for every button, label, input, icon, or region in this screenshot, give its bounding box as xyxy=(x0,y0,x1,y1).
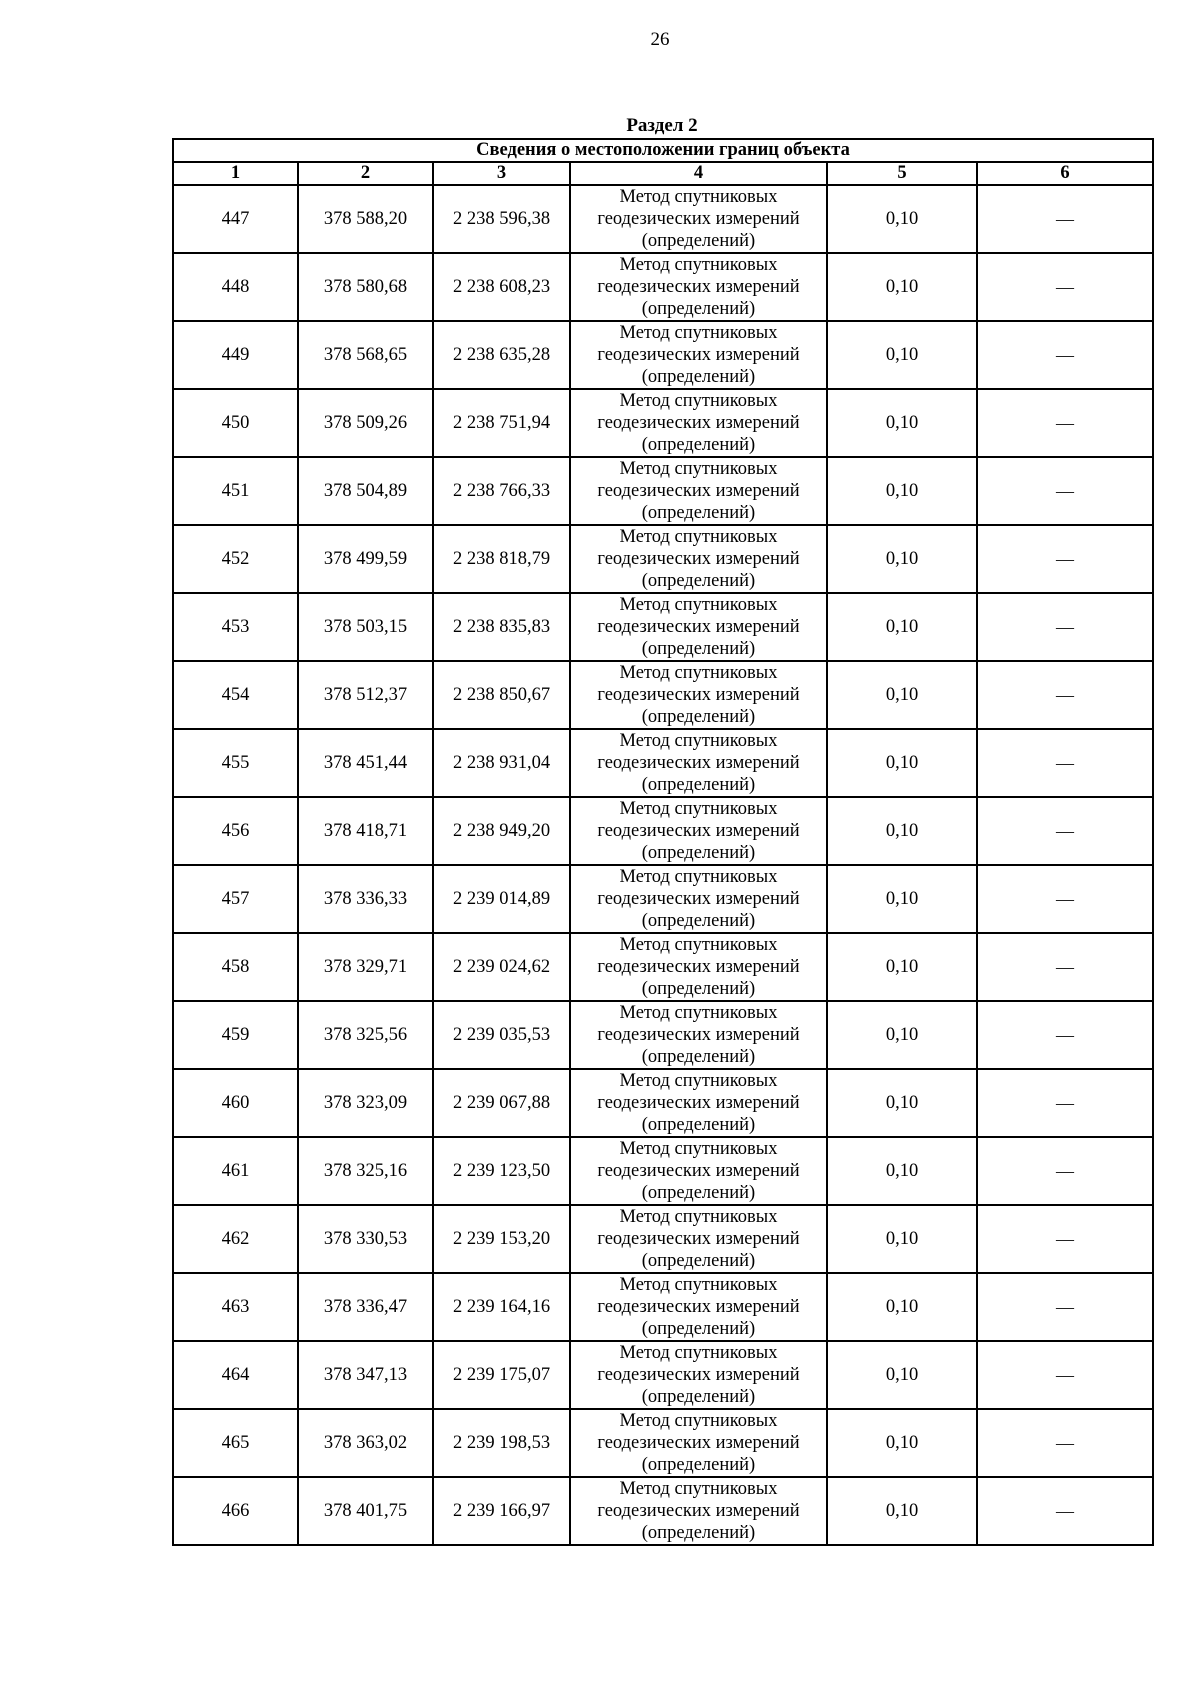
table-row xyxy=(173,185,1153,253)
point-number-cell: 450 xyxy=(173,389,298,457)
accuracy-cell: 0,10 xyxy=(827,661,977,729)
method-line: (определений) xyxy=(641,299,756,319)
point-number-cell: 456 xyxy=(173,797,298,865)
y-coordinate-cell: 2 239 175,07 xyxy=(433,1341,570,1409)
x-coordinate-cell: 378 588,20 xyxy=(298,185,433,253)
method-cell xyxy=(570,593,827,661)
table-row xyxy=(173,525,1153,593)
method-line: (определений) xyxy=(641,231,756,251)
note-cell: — xyxy=(977,321,1153,389)
accuracy-cell: 0,10 xyxy=(827,1001,977,1069)
accuracy-cell: 0,10 xyxy=(827,1273,977,1341)
note-cell: — xyxy=(977,1069,1153,1137)
table-row xyxy=(173,253,1153,321)
note-cell: — xyxy=(977,1477,1153,1545)
method-line: Метод спутниковых xyxy=(619,1411,778,1431)
method-line: (определений) xyxy=(641,775,756,795)
accuracy-cell: 0,10 xyxy=(827,797,977,865)
accuracy-cell: 0,10 xyxy=(827,389,977,457)
method-line: Метод спутниковых xyxy=(619,459,778,479)
column-number-3: 3 xyxy=(433,162,570,185)
method-cell xyxy=(570,1205,827,1273)
table-row xyxy=(173,729,1153,797)
method-cell xyxy=(570,661,827,729)
table-row xyxy=(173,321,1153,389)
x-coordinate-cell: 378 401,75 xyxy=(298,1477,433,1545)
y-coordinate-cell: 2 238 596,38 xyxy=(433,185,570,253)
point-number-cell: 452 xyxy=(173,525,298,593)
method-line: Метод спутниковых xyxy=(619,935,778,955)
method-line: Метод спутниковых xyxy=(619,323,778,343)
accuracy-cell: 0,10 xyxy=(827,1069,977,1137)
note-cell: — xyxy=(977,185,1153,253)
accuracy-cell: 0,10 xyxy=(827,1477,977,1545)
y-coordinate-cell: 2 238 608,23 xyxy=(433,253,570,321)
method-line: Метод спутниковых xyxy=(619,1139,778,1159)
method-cell xyxy=(570,1409,827,1477)
note-cell: — xyxy=(977,525,1153,593)
method-line: геодезических измерений xyxy=(597,1297,800,1317)
method-line: (определений) xyxy=(641,367,756,387)
method-line: (определений) xyxy=(641,707,756,727)
x-coordinate-cell: 378 503,15 xyxy=(298,593,433,661)
method-line: Метод спутниковых xyxy=(619,1003,778,1023)
method-line: геодезических измерений xyxy=(597,549,800,569)
accuracy-cell: 0,10 xyxy=(827,321,977,389)
y-coordinate-cell: 2 239 164,16 xyxy=(433,1273,570,1341)
table-row xyxy=(173,593,1153,661)
method-line: геодезических измерений xyxy=(597,413,800,433)
table-row xyxy=(173,1069,1153,1137)
table-row xyxy=(173,1409,1153,1477)
table-row xyxy=(173,797,1153,865)
y-coordinate-cell: 2 238 850,67 xyxy=(433,661,570,729)
method-line: (определений) xyxy=(641,1319,756,1339)
method-line: (определений) xyxy=(641,911,756,931)
method-line: геодезических измерений xyxy=(597,1093,800,1113)
method-line: Метод спутниковых xyxy=(619,867,778,887)
x-coordinate-cell: 378 363,02 xyxy=(298,1409,433,1477)
y-coordinate-cell: 2 238 635,28 xyxy=(433,321,570,389)
y-coordinate-cell: 2 239 014,89 xyxy=(433,865,570,933)
method-line: Метод спутниковых xyxy=(619,731,778,751)
accuracy-cell: 0,10 xyxy=(827,729,977,797)
method-line: (определений) xyxy=(641,1523,756,1543)
accuracy-cell: 0,10 xyxy=(827,865,977,933)
method-line: геодезических измерений xyxy=(597,1229,800,1249)
x-coordinate-cell: 378 329,71 xyxy=(298,933,433,1001)
y-coordinate-cell: 2 239 153,20 xyxy=(433,1205,570,1273)
note-cell: — xyxy=(977,457,1153,525)
table-row xyxy=(173,1477,1153,1545)
column-number-2: 2 xyxy=(298,162,433,185)
x-coordinate-cell: 378 330,53 xyxy=(298,1205,433,1273)
method-line: геодезических измерений xyxy=(597,1161,800,1181)
method-line: Метод спутниковых xyxy=(619,1479,778,1499)
method-line: геодезических измерений xyxy=(597,345,800,365)
method-line: геодезических измерений xyxy=(597,685,800,705)
method-line: (определений) xyxy=(641,1251,756,1271)
x-coordinate-cell: 378 336,47 xyxy=(298,1273,433,1341)
x-coordinate-cell: 378 325,16 xyxy=(298,1137,433,1205)
method-line: (определений) xyxy=(641,1047,756,1067)
table-row xyxy=(173,389,1153,457)
point-number-cell: 464 xyxy=(173,1341,298,1409)
column-number-6: 6 xyxy=(977,162,1153,185)
y-coordinate-cell: 2 238 751,94 xyxy=(433,389,570,457)
note-cell: — xyxy=(977,1341,1153,1409)
note-cell: — xyxy=(977,389,1153,457)
x-coordinate-cell: 378 580,68 xyxy=(298,253,433,321)
accuracy-cell: 0,10 xyxy=(827,253,977,321)
x-coordinate-cell: 378 509,26 xyxy=(298,389,433,457)
accuracy-cell: 0,10 xyxy=(827,1205,977,1273)
method-cell xyxy=(570,389,827,457)
x-coordinate-cell: 378 499,59 xyxy=(298,525,433,593)
method-line: геодезических измерений xyxy=(597,481,800,501)
x-coordinate-cell: 378 451,44 xyxy=(298,729,433,797)
y-coordinate-cell: 2 238 766,33 xyxy=(433,457,570,525)
y-coordinate-cell: 2 239 024,62 xyxy=(433,933,570,1001)
y-coordinate-cell: 2 239 166,97 xyxy=(433,1477,570,1545)
method-line: (определений) xyxy=(641,1115,756,1135)
accuracy-cell: 0,10 xyxy=(827,525,977,593)
point-number-cell: 453 xyxy=(173,593,298,661)
method-cell xyxy=(570,1001,827,1069)
accuracy-cell: 0,10 xyxy=(827,457,977,525)
method-cell xyxy=(570,933,827,1001)
accuracy-cell: 0,10 xyxy=(827,1137,977,1205)
method-cell xyxy=(570,1273,827,1341)
method-line: Метод спутниковых xyxy=(619,1071,778,1091)
y-coordinate-cell: 2 238 931,04 xyxy=(433,729,570,797)
x-coordinate-cell: 378 568,65 xyxy=(298,321,433,389)
method-cell xyxy=(570,185,827,253)
method-cell xyxy=(570,865,827,933)
section-title: Раздел 2 xyxy=(626,115,698,136)
column-number-4: 4 xyxy=(570,162,827,185)
method-line: Метод спутниковых xyxy=(619,799,778,819)
note-cell: — xyxy=(977,1001,1153,1069)
method-line: (определений) xyxy=(641,639,756,659)
method-line: (определений) xyxy=(641,979,756,999)
note-cell: — xyxy=(977,253,1153,321)
table-row xyxy=(173,865,1153,933)
method-line: геодезических измерений xyxy=(597,753,800,773)
method-line: геодезических измерений xyxy=(597,889,800,909)
x-coordinate-cell: 378 323,09 xyxy=(298,1069,433,1137)
column-number-row xyxy=(173,162,1153,185)
method-line: геодезических измерений xyxy=(597,277,800,297)
method-line: Метод спутниковых xyxy=(619,1207,778,1227)
method-line: геодезических измерений xyxy=(597,209,800,229)
point-number-cell: 448 xyxy=(173,253,298,321)
table-row xyxy=(173,933,1153,1001)
method-line: (определений) xyxy=(641,435,756,455)
method-cell xyxy=(570,457,827,525)
method-line: Метод спутниковых xyxy=(619,663,778,683)
method-line: (определений) xyxy=(641,1387,756,1407)
x-coordinate-cell: 378 418,71 xyxy=(298,797,433,865)
method-line: (определений) xyxy=(641,571,756,591)
method-line: Метод спутниковых xyxy=(619,187,778,207)
point-number-cell: 465 xyxy=(173,1409,298,1477)
point-number-cell: 454 xyxy=(173,661,298,729)
y-coordinate-cell: 2 239 198,53 xyxy=(433,1409,570,1477)
point-number-cell: 447 xyxy=(173,185,298,253)
method-cell xyxy=(570,321,827,389)
method-line: Метод спутниковых xyxy=(619,1343,778,1363)
method-cell xyxy=(570,797,827,865)
point-number-cell: 460 xyxy=(173,1069,298,1137)
note-cell: — xyxy=(977,865,1153,933)
table-row xyxy=(173,1341,1153,1409)
point-number-cell: 449 xyxy=(173,321,298,389)
table-row xyxy=(173,457,1153,525)
y-coordinate-cell: 2 239 035,53 xyxy=(433,1001,570,1069)
method-line: Метод спутниковых xyxy=(619,255,778,275)
x-coordinate-cell: 378 325,56 xyxy=(298,1001,433,1069)
note-cell: — xyxy=(977,933,1153,1001)
point-number-cell: 462 xyxy=(173,1205,298,1273)
table-title-row xyxy=(173,139,1153,162)
method-line: Метод спутниковых xyxy=(619,595,778,615)
method-cell xyxy=(570,253,827,321)
column-number-5: 5 xyxy=(827,162,977,185)
method-line: Метод спутниковых xyxy=(619,527,778,547)
method-line: геодезических измерений xyxy=(597,617,800,637)
x-coordinate-cell: 378 336,33 xyxy=(298,865,433,933)
point-number-cell: 466 xyxy=(173,1477,298,1545)
note-cell: — xyxy=(977,661,1153,729)
table-title: Сведения о местоположении границ объекта xyxy=(173,139,1153,162)
table-row xyxy=(173,1137,1153,1205)
method-cell xyxy=(570,729,827,797)
method-cell xyxy=(570,1069,827,1137)
table-row xyxy=(173,661,1153,729)
column-number-1: 1 xyxy=(173,162,298,185)
x-coordinate-cell: 378 504,89 xyxy=(298,457,433,525)
method-line: (определений) xyxy=(641,503,756,523)
page-number: 26 xyxy=(650,29,670,50)
method-line: геодезических измерений xyxy=(597,821,800,841)
method-line: геодезических измерений xyxy=(597,1433,800,1453)
y-coordinate-cell: 2 238 818,79 xyxy=(433,525,570,593)
note-cell: — xyxy=(977,1273,1153,1341)
method-line: (определений) xyxy=(641,1455,756,1475)
coordinates-table xyxy=(172,138,1154,1546)
table-body xyxy=(173,185,1153,1545)
point-number-cell: 461 xyxy=(173,1137,298,1205)
accuracy-cell: 0,10 xyxy=(827,185,977,253)
point-number-cell: 458 xyxy=(173,933,298,1001)
x-coordinate-cell: 378 512,37 xyxy=(298,661,433,729)
method-cell xyxy=(570,525,827,593)
method-cell xyxy=(570,1477,827,1545)
point-number-cell: 455 xyxy=(173,729,298,797)
method-cell xyxy=(570,1137,827,1205)
note-cell: — xyxy=(977,1205,1153,1273)
note-cell: — xyxy=(977,729,1153,797)
method-cell xyxy=(570,1341,827,1409)
note-cell: — xyxy=(977,1137,1153,1205)
accuracy-cell: 0,10 xyxy=(827,593,977,661)
y-coordinate-cell: 2 238 835,83 xyxy=(433,593,570,661)
point-number-cell: 457 xyxy=(173,865,298,933)
table-row xyxy=(173,1205,1153,1273)
point-number-cell: 451 xyxy=(173,457,298,525)
method-line: геодезических измерений xyxy=(597,957,800,977)
method-line: геодезических измерений xyxy=(597,1025,800,1045)
method-line: геодезических измерений xyxy=(597,1365,800,1385)
point-number-cell: 459 xyxy=(173,1001,298,1069)
table-row xyxy=(173,1001,1153,1069)
method-line: (определений) xyxy=(641,843,756,863)
note-cell: — xyxy=(977,797,1153,865)
method-line: геодезических измерений xyxy=(597,1501,800,1521)
accuracy-cell: 0,10 xyxy=(827,1409,977,1477)
note-cell: — xyxy=(977,593,1153,661)
note-cell: — xyxy=(977,1409,1153,1477)
method-line: Метод спутниковых xyxy=(619,391,778,411)
point-number-cell: 463 xyxy=(173,1273,298,1341)
y-coordinate-cell: 2 239 067,88 xyxy=(433,1069,570,1137)
accuracy-cell: 0,10 xyxy=(827,933,977,1001)
y-coordinate-cell: 2 239 123,50 xyxy=(433,1137,570,1205)
table-row xyxy=(173,1273,1153,1341)
method-line: (определений) xyxy=(641,1183,756,1203)
x-coordinate-cell: 378 347,13 xyxy=(298,1341,433,1409)
method-line: Метод спутниковых xyxy=(619,1275,778,1295)
y-coordinate-cell: 2 238 949,20 xyxy=(433,797,570,865)
accuracy-cell: 0,10 xyxy=(827,1341,977,1409)
